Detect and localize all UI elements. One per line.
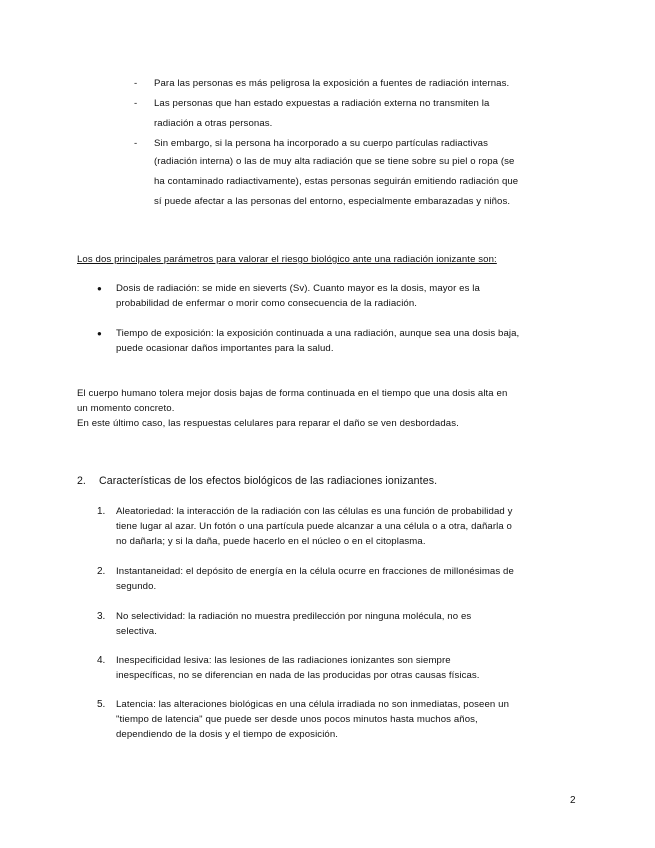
paragraph-line: un momento concreto. xyxy=(77,403,175,414)
dash-marker: - xyxy=(134,138,138,149)
list-item-line: ha contaminado radiactivamente), estas personas seguirán emitiendo radiación que xyxy=(154,176,519,187)
list-item-line: Las personas que han estado expuestas a radiación externa no transmiten la xyxy=(154,98,490,109)
item-number: 1. xyxy=(97,506,106,517)
item-number: 4. xyxy=(97,655,106,666)
list-item-line: Aleatoriedad: la interacción de la radiación con las células es una función de probabilidad y xyxy=(116,506,513,517)
bullet-marker: ● xyxy=(97,284,102,293)
list-item-line: selectiva. xyxy=(116,626,157,637)
section-title: Características de los efectos biológicos de las radiaciones ionizantes. xyxy=(99,475,438,487)
item-number: 5. xyxy=(97,699,106,710)
bullet-marker: ● xyxy=(97,329,102,338)
list-item-line: (radiación interna) o las de muy alta radiación que se tiene sobre su piel o ropa (se xyxy=(154,156,515,167)
list-item-line: "tiempo de latencia" que puede ser desde unos pocos minutos hasta muchos años, xyxy=(116,714,478,725)
paragraph-line: El cuerpo humano tolera mejor dosis bajas de forma continuada en el tiempo que una dosis alta en xyxy=(77,388,508,399)
list-item-line: puede ocasionar daños importantes para la salud. xyxy=(116,343,334,354)
list-item-line: tiene lugar al azar. Un fotón o una partícula puede alcanzar a una célula o a otra, dañarla o xyxy=(116,521,512,532)
section-number: 2. xyxy=(77,475,86,487)
paragraph-line: En este último caso, las respuestas celulares para reparar el daño se ven desbordadas. xyxy=(77,418,459,429)
params-heading: Los dos principales parámetros para valorar el riesgo biológico ante una radiación ionizante son: xyxy=(77,254,497,265)
list-item-line: radiación a otras personas. xyxy=(154,118,273,129)
list-item-line: Inespecificidad lesiva: las lesiones de las radiaciones ionizantes son siempre xyxy=(116,655,451,666)
list-item-line: Para las personas es más peligrosa la exposición a fuentes de radiación internas. xyxy=(154,78,510,89)
list-item-line: probabilidad de enfermar o morir como consecuencia de la radiación. xyxy=(116,298,418,309)
list-item-line: Instantaneidad: el depósito de energía en la célula ocurre en fracciones de millonésimas de xyxy=(116,566,514,577)
list-item-line: Dosis de radiación: se mide en sieverts (Sv). Cuanto mayor es la dosis, mayor es la xyxy=(116,283,480,294)
item-number: 2. xyxy=(97,566,106,577)
list-item-line: No selectividad: la radiación no muestra predilección por ninguna molécula, no es xyxy=(116,611,472,622)
list-item-line: Latencia: las alteraciones biológicas en una célula irradiada no son inmediatas, poseen un xyxy=(116,699,510,710)
dash-marker: - xyxy=(134,78,138,89)
item-number: 3. xyxy=(97,611,106,622)
list-item-line: Sin embargo, si la persona ha incorporado a su cuerpo partículas radiactivas xyxy=(154,138,488,149)
list-item-line: segundo. xyxy=(116,581,157,592)
dash-marker: - xyxy=(134,98,138,109)
list-item-line: inespecíficas, no se diferencian en nada de las producidas por otras causas físicas. xyxy=(116,670,480,681)
list-item-line: no dañarla; y si la daña, puede hacerlo en el núcleo o en el citoplasma. xyxy=(116,536,426,547)
list-item-line: sí puede afectar a las personas del entorno, especialmente embarazadas y niños. xyxy=(154,196,511,207)
page-number: 2 xyxy=(570,795,576,806)
list-item-line: Tiempo de exposición: la exposición continuada a una radiación, aunque sea una dosis baja, xyxy=(116,328,520,339)
list-item-line: dependiendo de la dosis y el tiempo de exposición. xyxy=(116,729,339,740)
